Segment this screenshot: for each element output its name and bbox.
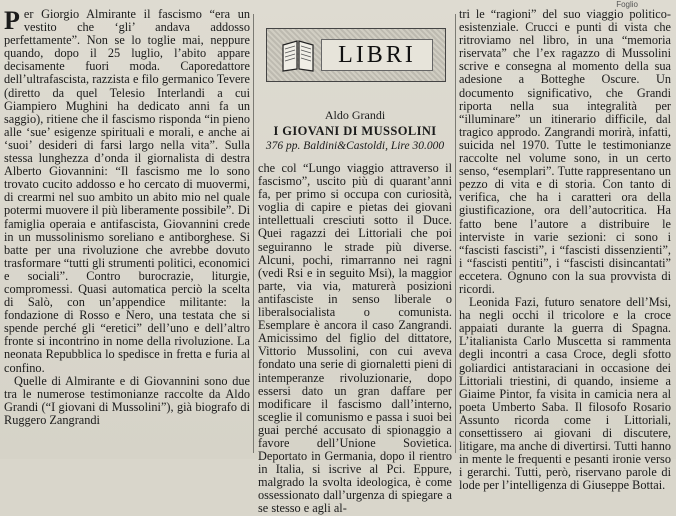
article-column-3 [459,7,671,493]
paragraph-3: tri le “ragioni” del suo viaggio politico-esistenziale. Crucci e punti di vista che ritroviamo nel libro, in una “memoria riservata” che l’ex ragazzo di Mussolini scrive e consegna al momento della sua adesione a Botteghe Oscure. Un documento significativo, che Grandi riporta nella sua integralità per “illuminare” un itinerario difficile, dal tragico approdo. Zangrandi morirà, infatti, suicida nel 1970. Tutte le testimonianze raccolte nel volume sono, in un certo senso, “esemplari”. Tutte rappresentano un pezzo di vita e di storia. Con tanto di verifica, che ha i caratteri ora della giustificazione, ora dell’autocritica. Ha fatto bene l’autore a distribuire le interviste in varie sezioni: ci sono i “fascisti fascisti”, i “fascisti dissenzienti”, i “fascisti pentiti”, i “fascisti disincantati” eccetera. Ognuno con la sua provvista di ricordi. [459,7,671,296]
page-folio: Foglio [616,0,638,9]
paragraph-1-text: er Giorgio Almirante il fascismo “era un vestito che ‘gli’ andava addosso perfettamente”. Non se lo toglie mai, neppure quando, dopo il 25 luglio, l’abito appare decisamente fuori moda. Caporedattore dell’ultrafascista, razzista e filo germanico Tevere (diretto da quel Telesio Interlandi a cui Giampiero Mughini ha dedicato anni fa un saggio), ritiene che il fascismo risponda “in pieno alle ‘sue’ esigenze spirituali e morali, e anche ai ‘suoi’ desideri di farsi largo nella vita”. Sulla stessa lunghezza d’onda il giornalista di destra Alberto Giovannini: “Il fascismo me lo sono trovato cucito addosso e ho cercato di muovermi, di crearmi nel suo ambito un abito mio nel quale potermi muovere il più liberamente possibile”. Di famiglia operaia e antifascista, Giovannini crede in un mussolinismo soreliano e antiborghese. Si batte per una rivoluzione che avrebbe dovuto trasformare “tutti gli strumenti politici, economici e sociali”. Contro burocrazie, liturgie, compromessi. Quasi automatica perciò la scelta di Salò, con un’appendice militante: la fondazione di Rosso e Nero, una testata che si spende perché gli “eretici” dell’uno e dell’altro fronte si incontrino in nome della rivoluzione. La neonata Repubblica lo spedisce in fretta e furia al confino. [4,7,250,375]
article-column-1 [4,8,250,456]
section-label: LIBRI [321,39,433,71]
paragraph-1 [4,8,250,375]
column-2-text [258,162,452,516]
open-book-icon [281,37,315,73]
paragraph-4: Leonida Fazi, futuro senatore dell’Msi, ha negli occhi il tricolore e la croce appaiati durante la guerra di Spagna. L’italianista Carlo Muscetta si rammenta degli incontri a casa Croce, degli sfotto goliardici antistaraciani in occasione dei Littoriali triestini, di quando, insieme a Giaime Pintor, fa visita in camicia nera al poeta Umberto Saba. Il filosofo Rosario Assunto ricorda come i Littoriali, consettissero ai giovani di discutere, litigare, ma anche di divertirsi. Tutti hanno in mente le frequenti e pesanti ironie verso i gerarchi. Tutti, però, riservano parole di lode per l’intelligenza di Giuseppe Bottai. [459,295,671,493]
book-info-box [258,22,452,156]
book-title: I GIOVANI DI MUSSOLINI [273,124,437,138]
article-column-2 [258,161,452,516]
book-author: Aldo Grandi [324,108,386,122]
section-banner [266,28,446,82]
paragraph-2: Quelle di Almirante e di Giovannini sono due tra le numerose testimonianze raccolte da Aldo Grandi (“I giovani di Mussolini”), già biografo di Ruggero Zangrandi [4,373,250,427]
column-divider [455,14,456,453]
book-publication-details: 376 pp. Baldini&Castoldi, Lire 30.000 [265,140,445,152]
drop-cap: P [4,6,20,35]
column-3-text [459,8,671,492]
column-1-text [4,8,250,427]
paragraph-continued: che col “Lungo viaggio attraverso il fascismo”, uscito più di quarant’anni fa, per primo si occupa con curiosità, voglia di capire e pietas dei giovani intellettuali cresciuti sotto il Duce. Quei ragazzi dei Littoriali che poi seguiranno le strade più diverse. Alcuni, pochi, rimarranno nei ragni (vedi Rsi e in seguito Msi), la maggior parte, via via, maturerà posizioni antifasciste in senso liberale o liberalsocialista o comunista. Esemplare è ancora il caso Zangrandi. Amicissimo del figlio del dittatore, Vittorio Mussolini, con cui aveva fondato una serie di giornaletti pieni di intemperanze rivoluzionarie, dopo essersi dato un gran daffare per modificare il fascismo dall’interno, sceglie il comunismo e passa i suoi bei guai perché accusato di spionaggio a favore dell’Unione Sovietica. Deportato in Germania, dopo il rientro in Italia, si iscrive al Pci. Eppure, malgrado la svolta ideologica, è come ossessionato dall’urgenza di spiegare a se stesso e agli al- [258,161,452,516]
column-divider [253,14,254,453]
